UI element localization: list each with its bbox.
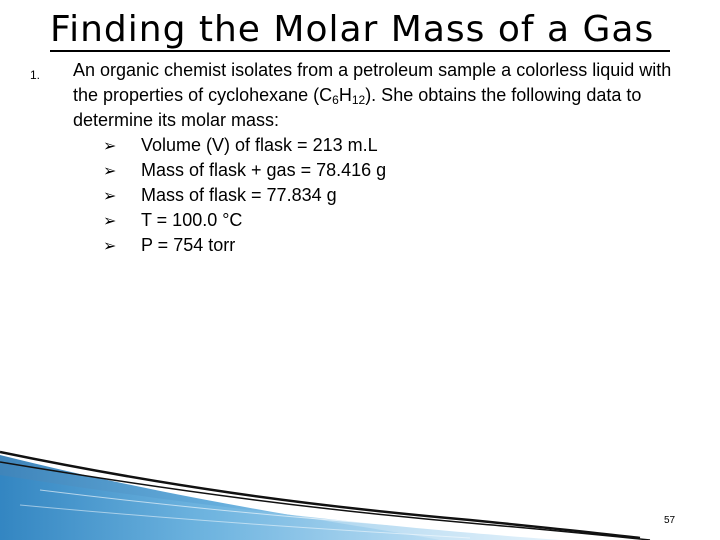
footer-wave-graphic (0, 450, 720, 540)
arrow-bullet-icon: ➢ (103, 136, 117, 155)
page-title: Finding the Molar Mass of a Gas (50, 9, 655, 50)
list-item-text: P = 754 torr (141, 235, 236, 255)
intro-text-start: An organic chemist isolates from a petroleum sample a colorless liquid with the properties of cyclohexane (C (73, 60, 672, 105)
list-item-number: 1. (30, 68, 41, 82)
arrow-bullet-icon: ➢ (103, 161, 117, 180)
arrow-bullet-icon: ➢ (103, 186, 117, 205)
list-item-text: T = 100.0 °C (141, 210, 243, 230)
data-list (73, 133, 683, 258)
list-item-text: Volume (V) of flask = 213 m.L (141, 135, 378, 155)
page-number: 57 (664, 515, 676, 526)
list-item (73, 158, 683, 183)
list-item-text: Mass of flask = 77.834 g (141, 185, 337, 205)
formula-carbon-subscript: 6 (332, 93, 339, 107)
list-item (73, 233, 683, 258)
list-item (73, 133, 683, 158)
list-item-text: Mass of flask + gas = 78.416 g (141, 160, 387, 180)
formula-hydrogen-subscript: 12 (351, 93, 366, 107)
intro-text-end: ). She obtains the following data to determine its molar mass: (73, 85, 642, 130)
formula-hydrogen: H (338, 85, 352, 105)
list-item (73, 183, 683, 208)
problem-intro (73, 58, 683, 133)
list-item (73, 208, 683, 233)
arrow-bullet-icon: ➢ (103, 211, 117, 230)
arrow-bullet-icon: ➢ (103, 236, 117, 255)
title-underline (50, 50, 670, 52)
problem-text (73, 58, 683, 258)
